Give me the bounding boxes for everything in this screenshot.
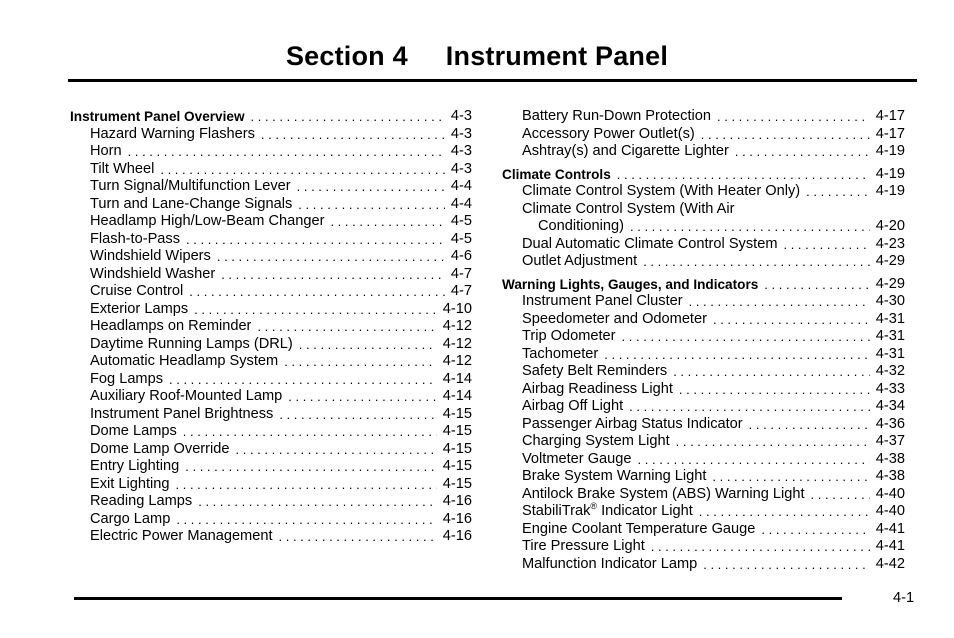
toc-page-number: 4-3 bbox=[450, 143, 472, 159]
toc-entry[interactable] bbox=[70, 353, 472, 371]
toc-entry-label: Cruise Control bbox=[90, 283, 184, 299]
toc-page-number: 4-3 bbox=[450, 160, 472, 177]
dot-leader bbox=[701, 126, 870, 144]
toc-heading[interactable] bbox=[502, 166, 905, 184]
toc-page-number: 4-15 bbox=[442, 405, 472, 422]
toc-page-number: 4-16 bbox=[442, 493, 472, 509]
toc-entry-label-text: StabiliTrak bbox=[522, 503, 591, 519]
toc-entry-label: Turn Signal/Multifunction Lever bbox=[90, 178, 291, 194]
toc-entry[interactable] bbox=[70, 231, 472, 249]
dot-leader bbox=[183, 423, 437, 441]
toc-entry[interactable] bbox=[502, 433, 905, 451]
toc-entry[interactable] bbox=[70, 493, 472, 511]
toc-entry-label: Fog Lamps bbox=[90, 370, 164, 387]
toc-entry-label: Outlet Adjustment bbox=[522, 253, 638, 269]
section-title: Instrument Panel bbox=[445, 41, 669, 71]
toc-entry[interactable] bbox=[502, 538, 905, 556]
toc-page-number: 4-41 bbox=[875, 538, 905, 554]
toc-entry[interactable] bbox=[70, 126, 472, 144]
toc-entry[interactable] bbox=[502, 218, 905, 236]
toc-page-number: 4-5 bbox=[450, 213, 472, 229]
dot-leader bbox=[299, 336, 437, 354]
toc-page-number: 4-30 bbox=[875, 293, 905, 309]
toc-entry-label: Reading Lamps bbox=[90, 493, 193, 509]
toc-entry[interactable] bbox=[70, 336, 472, 354]
toc-entry-label: Passenger Airbag Status Indicator bbox=[522, 415, 743, 432]
toc-entry[interactable] bbox=[70, 528, 472, 546]
dot-leader bbox=[651, 538, 870, 556]
toc-entry-label: Ashtray(s) and Cigarette Lighter bbox=[522, 143, 729, 159]
dot-leader bbox=[298, 196, 445, 214]
toc-page-number: 4-12 bbox=[442, 318, 472, 334]
dot-leader bbox=[703, 556, 870, 574]
toc-entry[interactable] bbox=[70, 388, 472, 406]
toc-entry-label: Automatic Headlamp System bbox=[90, 353, 279, 369]
toc-page-number: 4-7 bbox=[450, 283, 472, 299]
toc-entry[interactable] bbox=[502, 451, 905, 469]
toc-entry-label: Windshield Washer bbox=[90, 265, 216, 282]
dot-leader bbox=[288, 388, 437, 406]
toc-entry-label: Brake System Warning Light bbox=[522, 468, 707, 484]
toc-entry[interactable] bbox=[70, 161, 472, 179]
dot-leader bbox=[764, 276, 869, 294]
dot-leader bbox=[629, 398, 870, 416]
toc-page-number: 4-19 bbox=[875, 183, 905, 199]
dot-leader bbox=[128, 143, 445, 161]
toc-page-number: 4-40 bbox=[875, 503, 905, 519]
toc-entry-label: Engine Coolant Temperature Gauge bbox=[522, 520, 756, 537]
dot-leader bbox=[630, 218, 870, 236]
dot-leader bbox=[617, 166, 870, 184]
dot-leader bbox=[194, 301, 437, 319]
dot-leader bbox=[186, 231, 445, 249]
dot-leader bbox=[713, 311, 870, 329]
toc-page-number: 4-42 bbox=[875, 555, 905, 572]
dot-leader bbox=[749, 416, 870, 434]
toc-page-number: 4-4 bbox=[450, 178, 472, 194]
toc-page-number: 4-38 bbox=[875, 468, 905, 484]
toc-entry-label: Exit Lighting bbox=[90, 475, 170, 492]
toc-entry-label: Tachometer bbox=[522, 345, 599, 362]
toc-entry[interactable] bbox=[70, 301, 472, 319]
toc-entry-label: Dome Lamps bbox=[90, 423, 177, 439]
dot-leader bbox=[330, 213, 444, 231]
toc-heading[interactable] bbox=[70, 108, 472, 126]
dot-leader bbox=[185, 458, 437, 476]
toc-entry-label: Windshield Wipers bbox=[90, 248, 211, 264]
toc-page-number: 4-16 bbox=[442, 510, 472, 527]
dot-leader bbox=[717, 108, 870, 126]
toc-entry[interactable] bbox=[502, 381, 905, 399]
dot-leader bbox=[189, 283, 445, 301]
toc-entry-label: Antilock Brake System (ABS) Warning Light bbox=[522, 485, 805, 502]
toc-entry-label: Instrument Panel Overview bbox=[70, 109, 245, 124]
toc-entry-label: Conditioning) bbox=[538, 218, 624, 234]
toc-page-number: 4-31 bbox=[875, 345, 905, 362]
toc-entry-label: Voltmeter Gauge bbox=[522, 450, 632, 467]
dot-leader bbox=[297, 178, 445, 196]
dot-leader bbox=[689, 293, 870, 311]
toc-entry[interactable] bbox=[502, 503, 905, 521]
toc-entry[interactable] bbox=[502, 363, 905, 381]
dot-leader bbox=[638, 451, 870, 469]
toc-page-number: 4-15 bbox=[442, 475, 472, 492]
toc-entry[interactable] bbox=[502, 346, 905, 364]
toc-entry[interactable] bbox=[70, 406, 472, 424]
toc-entry-label: Exterior Lamps bbox=[90, 300, 189, 317]
dot-leader bbox=[251, 108, 445, 126]
toc-entry-label: Daytime Running Lamps (DRL) bbox=[90, 335, 293, 352]
toc-page-number: 4-14 bbox=[442, 388, 472, 404]
toc-page-number: 4-15 bbox=[442, 440, 472, 457]
toc-entry-label: Instrument Panel Cluster bbox=[522, 293, 683, 309]
dot-leader bbox=[279, 406, 436, 424]
dot-leader bbox=[236, 441, 437, 459]
toc-entry-label: Dome Lamp Override bbox=[90, 440, 230, 457]
toc-entry-label: Climate Controls bbox=[502, 166, 611, 182]
dot-leader bbox=[712, 468, 869, 486]
toc-entry-label: Auxiliary Roof-Mounted Lamp bbox=[90, 388, 283, 404]
toc-entry[interactable] bbox=[70, 458, 472, 476]
toc-page-number: 4-14 bbox=[442, 370, 472, 387]
dot-leader bbox=[261, 126, 445, 144]
toc-page-number: 4-6 bbox=[450, 248, 472, 264]
toc-page-number: 4-19 bbox=[875, 143, 905, 159]
toc-entry[interactable] bbox=[502, 521, 905, 539]
toc-entry-label: Airbag Readiness Light bbox=[522, 380, 673, 397]
toc-entry[interactable] bbox=[502, 253, 905, 271]
dot-leader bbox=[676, 433, 870, 451]
toc-entry[interactable] bbox=[70, 371, 472, 389]
toc-right-column bbox=[502, 108, 905, 573]
toc-page-number: 4-23 bbox=[875, 235, 905, 252]
toc-entry-label: Safety Belt Reminders bbox=[522, 363, 668, 379]
toc-page-number: 4-19 bbox=[875, 165, 905, 182]
toc-page-number: 4-31 bbox=[875, 328, 905, 344]
toc-entry-label: Tilt Wheel bbox=[90, 160, 155, 177]
toc-entry[interactable] bbox=[70, 318, 472, 336]
dot-leader bbox=[176, 511, 436, 529]
toc-entry[interactable] bbox=[502, 311, 905, 329]
dot-leader bbox=[176, 476, 437, 494]
toc-entry-label: Entry Lighting bbox=[90, 458, 180, 474]
toc-entry[interactable] bbox=[502, 126, 905, 144]
toc-page-number: 4-40 bbox=[875, 485, 905, 502]
toc-page-number: 4-17 bbox=[875, 125, 905, 142]
toc-entry[interactable] bbox=[502, 236, 905, 254]
dot-leader bbox=[699, 503, 870, 521]
toc-entry-label: Electric Power Management bbox=[90, 528, 273, 544]
dot-leader bbox=[761, 521, 869, 539]
page-number: 4-1 bbox=[893, 590, 915, 606]
toc-page-number: 4-41 bbox=[875, 520, 905, 537]
toc-entry[interactable] bbox=[70, 213, 472, 231]
dot-leader bbox=[284, 353, 437, 371]
toc-entry[interactable] bbox=[502, 108, 905, 126]
toc-heading[interactable] bbox=[502, 276, 905, 294]
toc-page-number: 4-12 bbox=[442, 335, 472, 352]
toc-page-number: 4-15 bbox=[442, 458, 472, 474]
toc-page-number: 4-12 bbox=[442, 353, 472, 369]
toc-page-number: 4-3 bbox=[450, 108, 472, 124]
toc-entry[interactable] bbox=[70, 283, 472, 301]
toc-entry-label: Cargo Lamp bbox=[90, 510, 171, 527]
dot-leader bbox=[257, 318, 436, 336]
toc-page-number: 4-33 bbox=[875, 380, 905, 397]
page-title bbox=[0, 41, 954, 72]
dot-leader bbox=[735, 143, 870, 161]
toc-page-number: 4-37 bbox=[875, 433, 905, 449]
dot-leader bbox=[673, 363, 870, 381]
dot-leader bbox=[279, 528, 437, 546]
toc-entry-label: Horn bbox=[90, 143, 122, 159]
toc-entry-label: Charging System Light bbox=[522, 433, 670, 449]
toc-entry[interactable] bbox=[502, 468, 905, 486]
toc-entry-label: Tire Pressure Light bbox=[522, 538, 645, 554]
toc-entry-label: Dual Automatic Climate Control System bbox=[522, 235, 778, 252]
toc-entry[interactable] bbox=[502, 398, 905, 416]
toc-page-number: 4-17 bbox=[875, 108, 905, 124]
toc-page-number: 4-20 bbox=[875, 218, 905, 234]
toc-entry-label: Battery Run-Down Protection bbox=[522, 108, 711, 124]
dot-leader bbox=[160, 161, 445, 179]
dot-leader bbox=[679, 381, 870, 399]
dot-leader bbox=[217, 248, 445, 266]
toc-entry[interactable] bbox=[502, 416, 905, 434]
toc-page-number: 4-29 bbox=[875, 275, 905, 292]
dot-leader bbox=[783, 236, 869, 254]
dot-leader bbox=[622, 328, 870, 346]
dot-leader bbox=[643, 253, 870, 271]
toc-entry-label: Malfunction Indicator Lamp bbox=[522, 555, 698, 572]
toc-page-number: 4-5 bbox=[450, 230, 472, 247]
toc-entry-label: Headlamp High/Low-Beam Changer bbox=[90, 213, 325, 229]
toc-page-number: 4-4 bbox=[450, 195, 472, 212]
top-rule bbox=[68, 79, 917, 82]
toc-entry-label: Warning Lights, Gauges, and Indicators bbox=[502, 276, 759, 292]
registered-mark: ® bbox=[590, 501, 598, 512]
toc-entry[interactable] bbox=[70, 178, 472, 196]
dot-leader bbox=[604, 346, 870, 364]
toc-entry-label: Flash-to-Pass bbox=[90, 230, 181, 247]
toc-entry[interactable] bbox=[502, 183, 905, 201]
toc-entry[interactable] bbox=[70, 476, 472, 494]
toc-page-number: 4-31 bbox=[875, 310, 905, 327]
toc-page-number: 4-3 bbox=[450, 125, 472, 142]
toc-entry-label: Trip Odometer bbox=[522, 328, 616, 344]
toc-entry-label bbox=[522, 503, 699, 521]
toc-entry[interactable] bbox=[70, 266, 472, 284]
toc-entry-label: Instrument Panel Brightness bbox=[90, 405, 274, 422]
toc-page-number: 4-29 bbox=[875, 253, 905, 269]
toc-entry[interactable] bbox=[70, 441, 472, 459]
toc-entry-label: Accessory Power Outlet(s) bbox=[522, 125, 695, 142]
toc-entry-label: Headlamps on Reminder bbox=[90, 318, 252, 334]
toc-entry[interactable] bbox=[502, 293, 905, 311]
toc-entry-label: Hazard Warning Flashers bbox=[90, 125, 255, 142]
toc-page-number: 4-34 bbox=[875, 398, 905, 414]
toc-entry[interactable] bbox=[70, 143, 472, 161]
toc-page-number: 4-15 bbox=[442, 423, 472, 439]
toc-page-number: 4-7 bbox=[450, 265, 472, 282]
dot-leader bbox=[198, 493, 437, 511]
dot-leader bbox=[811, 486, 870, 504]
bottom-rule bbox=[74, 597, 842, 600]
toc-entry[interactable] bbox=[70, 423, 472, 441]
toc-entry[interactable]: Climate Control System (With Air bbox=[522, 200, 735, 217]
toc-page-number: 4-36 bbox=[875, 415, 905, 432]
dot-leader bbox=[806, 183, 870, 201]
toc-entry[interactable] bbox=[502, 486, 905, 504]
toc-page-number: 4-38 bbox=[875, 450, 905, 467]
toc-entry-label: Speedometer and Odometer bbox=[522, 310, 707, 327]
toc-page-number: 4-10 bbox=[442, 300, 472, 317]
dot-leader bbox=[221, 266, 445, 284]
toc-entry-label: Turn and Lane-Change Signals bbox=[90, 195, 293, 212]
toc-page-number: 4-32 bbox=[875, 363, 905, 379]
dot-leader bbox=[169, 371, 437, 389]
section-number: Section 4 bbox=[285, 41, 408, 71]
toc-entry-label-suffix: Indicator Light bbox=[597, 503, 693, 519]
toc-entry[interactable] bbox=[502, 328, 905, 346]
toc-page-number: 4-16 bbox=[442, 528, 472, 544]
toc-entry-label: Climate Control System (With Heater Only) bbox=[522, 183, 801, 199]
toc-entry[interactable] bbox=[70, 511, 472, 529]
toc-entry[interactable] bbox=[70, 248, 472, 266]
toc-left-column bbox=[70, 108, 472, 546]
toc-entry-label: Airbag Off Light bbox=[522, 398, 624, 414]
toc-entry[interactable] bbox=[70, 196, 472, 214]
toc-entry[interactable] bbox=[502, 143, 905, 161]
toc-entry[interactable] bbox=[502, 556, 905, 574]
